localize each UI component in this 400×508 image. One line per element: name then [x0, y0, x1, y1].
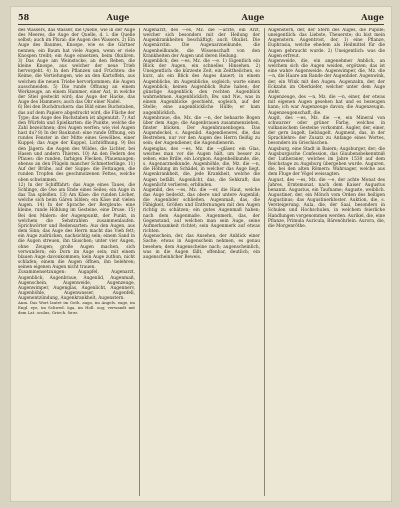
header-keyword-left: Auge: [106, 12, 130, 22]
column-3-paragraph: Augenstern, der, der Stern des Auges, die Pupille; uneigentlich: das Liebste, Theuerste; du bist mein Augenstern. Augentrost, der, 1) eine Pflanze, Euphrasia, welche ehedem als Heilmittel für die Augen gebraucht wurde. 2) Uneigentlich: was die Augen erfreut.: [268, 28, 385, 59]
text-columns: [18, 28, 384, 496]
header-keyword-right: Auge: [361, 12, 384, 22]
column-2-paragraph: Augenblick, des —es, Mz. die —e. 1) Eigentlich ein Blick der Augen, ein schnelles Hinsehen. 2) Uneigentlich: die kürzeste Zeit, ein Zeittheilchen, so kurz, als ein Blick des Auges dauert; in einem Augenblicke, im Augenblicke, sogleich; warte einen Augenblick; keinen Augenblick Ruhe haben; der günstige Augenblick; den rechten Augenblick wahrnehmen. Augenblicklich, Bw. und Nw., was in einem Augenblicke geschieht, sogleich, auf der Stelle; eine augenblickliche Hülfe; er kam augenblicklich.: [143, 58, 260, 116]
header-rule: [18, 24, 384, 25]
page-header: [18, 11, 384, 23]
column-3-paragraph: August, des —es, Mz. die —e, der achte Monat des Jahres, Erntemonat, nach dem Kaiser Augustus benannt. Augustus, ein Taufname; Auguste, weiblich. Augustiner, der, ein Mönch vom Orden des heiligen Augustinus; das Augustinerkloster. Auktion, die, s. Versteigerung. Aula, die, der Saal, besonders in Schulen und Hochschulen, in welchem feierliche Handlungen vorgenommen werden. Aurikel, die, eine Pflanze, Primula Auricula, Bärenöhrlein. Aurora, die, die Morgenröthe.: [268, 177, 385, 229]
column-1-footnote: Anm. Das Wort lautet im Goth. augo, im Angels. eage, im Engl. eye, im Schwed. öga, im Holl. oog; verwandt mit dem Lat. oculus, Griech. ὄσσε.: [18, 300, 135, 315]
column-1-paragraph: Zusammensetzungen: Augapfel, Augenarzt, Augenblick, Augenbraue, Augenlid, Augenmaß, Augenschein, Augenweide, Augenzeuge, Augenwimper, Augenglas, Augenlicht, Augennerv, Augenhöhle, Augenwasser, Augenfell, Augenentzündung, Augenkrankheit, Augenstern.: [18, 270, 135, 302]
column-3-paragraph: Augenweide, die, ein angenehmer Anblick, an welchem sich die Augen weiden, ergötzen; das ist eine wahre Augenweide. Augenwimper, die, Mz. die —n, die Haare am Rande der Augenlider. Augenwink, der, ein Wink mit den Augen. Augenzahn, der, der Eckzahn im Oberkiefer, welcher unter dem Auge steht.: [268, 58, 385, 95]
column-2-paragraph: Augenlid, des —es, Mz. die —er, die Haut, welche das Auge bedeckt, das obere und untere Augenlid; die Augenlider schließen. Augenmaß, das, die Fähigkeit, Größen und Entfernungen mit den Augen richtig zu schätzen; ein gutes Augenmaß haben; nach dem Augenmaße. Augenmerk, das, der Gegenstand, auf welchen man sein Auge, seine Aufmerksamkeit richtet; sein Augenmerk auf etwas richten.: [143, 187, 260, 235]
column-separator: [139, 28, 140, 496]
column-1-paragraph: des Wassers, das Wasser, die Quelle, wie in der Auge des Meeres, die Auge der Quelle, d. i. die Quelle selbst; auch im Plural: die Augen des Wassers. 2) Ein Auge des Baumes, Knospe, wie es die Gärtner nennen; ein Baum hat viele Augen, wenn er viele Knospen treibt; ein Auge einsetzen, beim Okuliren. 3) Das Auge am Weinstocke, an den Reben, die kleine Knospe, aus welcher der neue Trieb hervorgeht. 4) In den Pflanzen und Früchten: die Keime, die Vertiefungen, wie an den Kartoffeln, aus welchen die neuen Triebe hervorkommen; die Augen ausschneiden. 5) Die runde Öffnung an einem Werkzeuge, an einem Hammer, einer Axt, in welche der Stiel gesteckt wird; das Auge der Hacke, das Auge des Hammers; auch das Öhr einer Nadel.: [18, 28, 135, 106]
column-1: [18, 28, 135, 496]
column-2-paragraph: Augenarzt, des —es, Mz. die —ärzte, ein Arzt, welcher sich besonders mit der Heilung der Augenkrankheiten beschäftigt; auch Okulist. Die Augenärztin. Die Augenarzneikunde, die Augenheilkunde, die Wissenschaft von den Krankheiten der Augen und deren Heilung.: [143, 28, 260, 59]
page-number: 58: [18, 12, 30, 22]
column-3-paragraph: Augit, des —es, Mz. die —e, ein Mineral von schwarzer oder grüner Farbe, welches in vulkanischem Gesteine vorkommt. Äugler, der, einer, der gern äugelt, liebäugelt. Augment, das, in der Sprachlehre: der Zusatz zu Anfange eines Wortes, besonders im Griechischen.: [268, 115, 385, 147]
column-separator: [264, 28, 265, 496]
column-1-paragraph: 12) In der Schifffahrt: das Auge eines Taues, die Schlinge, die Öse am Ende eines Seiles; ein Auge in das Tau spleißen. 13) Am Käse: die runden Löcher, welche sich beim Gären bilden; ein Käse mit vielen Augen. 14) In der Sprache der Bergleute: eine kleine, runde Höhlung im Gesteine, eine Druse. 15) Bei den Malern: der Augenpunkt, der Punkt, in welchem die Sehstrahlen zusammenlaufen. Sprichwörter und Redensarten: Aus den Augen, aus dem Sinn; das Auge des Herrn macht das Vieh fett; ein Auge zudrücken, nachsichtig sein; einem Sand in die Augen streuen, ihn täuschen; unter vier Augen, ohne Zeugen; große Augen machen, sich verwundern; ein Dorn im Auge sein; mit einem blauen Auge davonkommen; kein Auge zuthun, nicht schlafen; einem die Augen öffnen, ihn belehren; seinen eigenen Augen nicht trauen.: [18, 182, 135, 271]
dictionary-page: [10, 6, 392, 502]
column-3-paragraph: Augsburg, eine Stadt in Baiern; Augsburger, der; die Augsburgische Confession, das Glaubensbekenntniß der Lutheraner, welches im Jahre 1530 auf dem Reichstage zu Augsburg übergeben wurde. Auguren, die, bei den alten Römern: Wahrsager, welche aus dem Fluge der Vögel weissagten.: [268, 146, 385, 178]
column-2-paragraph: Augenglas, des —es, Mz. die —gläser, ein Glas, welches man vor die Augen hält, um besser zu sehen, eine Brille, ein Lorgnon. Augenheilkunde, die, s. Augenarzneikunde. Augenhöhle, die, Mz. die —n, die Höhlung im Schädel, in welcher das Auge liegt. Augenkrankheit, die, jede Krankheit, welche die Augen befällt. Augenlicht, das, die Sehkraft; das Augenlicht verlieren, erblinden.: [143, 146, 260, 188]
column-3-paragraph: Augenzeuge, des —n, Mz. die —n, einer, der etwas mit eigenen Augen gesehen hat und es bezeugen kann; ich war Augenzeuge davon; die Augenzeugin. Augenzeugenschaft, die.: [268, 95, 385, 116]
column-2-paragraph: Augenbraue, die, Mz. die —n, der behaarte Bogen über dem Auge; die Augenbrauen zusammenziehen, finster blicken. Der Augenbrauenbogen. Das Augendeckel, s. Augenlid. Augendienerei, die, das Bestreben, nur vor den Augen des Herrn fleißig zu sein; der Augendiener, die Augendienerin.: [143, 115, 260, 147]
header-keyword-middle: Auge: [241, 12, 265, 22]
column-3: [268, 28, 385, 496]
column-1-paragraph: 6) Bei den Buchdruckern: das Bild eines Buchstaben, das auf dem Papiere abgedruckt wird, die Fläche der Type; das Auge des Buchstaben ist abgenutzt. 7) Auf den Würfeln und Spielkarten: die Punkte, welche die Zahl bezeichnen; drei Augen werfen; wie viel Augen hast du? 8) In der Baukunst: eine runde Öffnung, ein rundes Fenster in der Mitte eines Gewölbes, einer Kuppel; das Auge der Kuppel, Lichtöffnung. 9) Bei den Jägern: die Augen des Wildes, die Lichter, bei Hasen und andern Thieren. 10) An den Federn des Pfaues: die runden, farbigen Flecken, Pfauenaugen; ebenso an den Flügeln mancher Schmetterlinge. 11) Auf der Brühe, auf der Suppe: die Fettaugen, die runden Tropfen des geschmolzenen Fettes, welche oben schwimmen.: [18, 105, 135, 183]
column-2: [143, 28, 260, 496]
column-2-paragraph: Augenschein, der, das Ansehen, der Anblick einer Sache; etwas in Augenschein nehmen, es genau besehen; dem Augenscheine nach; augenscheinlich, was in die Augen fällt, offenbar, deutlich; ein augenscheinlicher Beweis.: [143, 234, 260, 260]
